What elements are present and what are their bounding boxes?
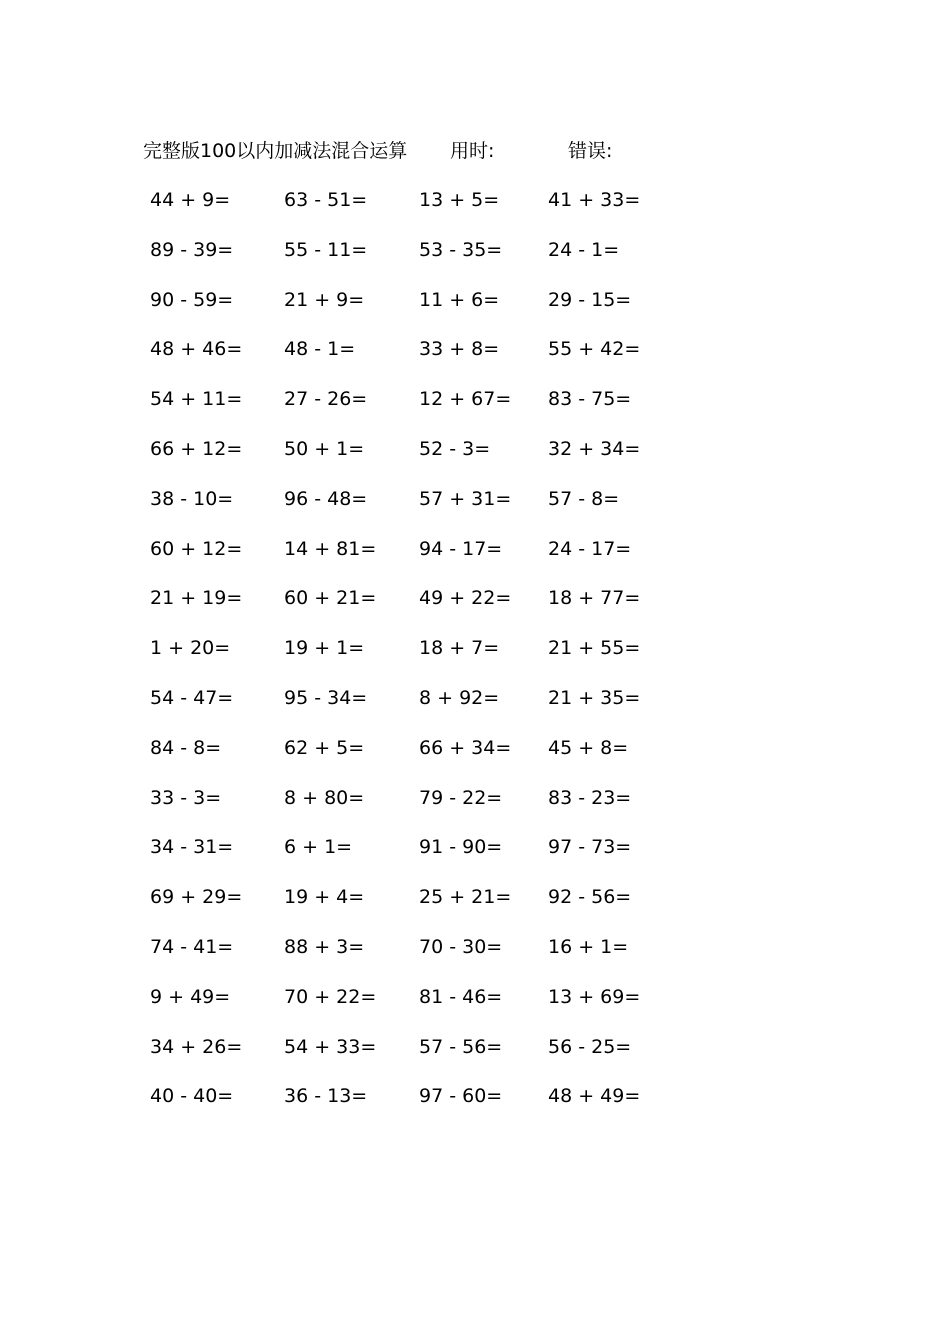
math-problem: 54 - 47=: [150, 686, 234, 709]
math-problem: 95 - 34=: [284, 686, 368, 709]
math-problem: 41 + 33=: [548, 189, 641, 211]
math-problem: 18 + 7=: [419, 637, 500, 660]
math-problem: 33 + 8=: [419, 338, 500, 361]
math-problem: 13 + 5=: [419, 189, 500, 211]
math-problem: 8 + 80=: [284, 786, 365, 809]
math-problem: 21 + 35=: [548, 686, 641, 709]
math-problem: 48 + 49=: [548, 1085, 641, 1108]
math-problem: 53 - 35=: [419, 238, 503, 261]
problem-row: [0, 832, 950, 882]
problem-row: [0, 434, 950, 484]
math-problem: 21 + 19=: [150, 587, 243, 610]
math-problem: 70 - 30=: [419, 935, 503, 958]
math-problem: 12 + 67=: [419, 388, 512, 411]
math-problem: 38 - 10=: [150, 487, 234, 510]
problem-row: [0, 384, 950, 434]
problem-row: [0, 633, 950, 683]
time-label: 用时:: [450, 140, 495, 162]
math-problem: 32 + 34=: [548, 437, 641, 460]
math-problem: 48 - 1=: [284, 338, 356, 361]
math-problem: 88 + 3=: [284, 935, 365, 958]
math-problem: 91 - 90=: [419, 836, 503, 859]
math-problem: 8 + 92=: [419, 686, 500, 709]
math-problem: 19 + 1=: [284, 637, 365, 660]
math-problem: 19 + 4=: [284, 886, 365, 909]
problem-row: [0, 932, 950, 982]
math-problem: 18 + 77=: [548, 587, 641, 610]
math-problem: 57 - 8=: [548, 487, 620, 510]
math-problem: 63 - 51=: [284, 189, 368, 211]
math-problem: 45 + 8=: [548, 736, 629, 759]
math-problem: 13 + 69=: [548, 985, 641, 1008]
problem-row: [0, 1081, 950, 1131]
problem-row: [0, 882, 950, 932]
math-problem: 79 - 22=: [419, 786, 503, 809]
problem-row: [0, 185, 950, 235]
math-problem: 21 + 9=: [284, 288, 365, 311]
math-problem: 36 - 13=: [284, 1085, 368, 1108]
math-problem: 40 - 40=: [150, 1085, 234, 1108]
math-problem: 57 - 56=: [419, 1035, 503, 1058]
problem-row: [0, 683, 950, 733]
problem-row: [0, 1032, 950, 1082]
math-problem: 24 - 1=: [548, 238, 620, 261]
math-problem: 96 - 48=: [284, 487, 368, 510]
math-problem: 29 - 15=: [548, 288, 632, 311]
math-problem: 49 + 22=: [419, 587, 512, 610]
math-problem: 69 + 29=: [150, 886, 243, 909]
math-problem: 50 + 1=: [284, 437, 365, 460]
math-problem: 44 + 9=: [150, 189, 231, 211]
math-problem: 97 - 73=: [548, 836, 632, 859]
math-problem: 54 + 11=: [150, 388, 243, 411]
math-problem: 60 + 12=: [150, 537, 243, 560]
math-problem: 34 + 26=: [150, 1035, 243, 1058]
math-problem: 21 + 55=: [548, 637, 641, 660]
math-problem: 97 - 60=: [419, 1085, 503, 1108]
math-problem: 33 - 3=: [150, 786, 222, 809]
problem-row: [0, 285, 950, 335]
math-problem: 25 + 21=: [419, 886, 512, 909]
worksheet-header: [0, 136, 950, 166]
problem-row: [0, 982, 950, 1032]
math-problem: 1 + 20=: [150, 637, 231, 660]
math-problem: 84 - 8=: [150, 736, 222, 759]
math-problem: 83 - 23=: [548, 786, 632, 809]
math-problem: 94 - 17=: [419, 537, 503, 560]
problem-row: [0, 484, 950, 534]
math-problem: 62 + 5=: [284, 736, 365, 759]
math-problem: 34 - 31=: [150, 836, 234, 859]
math-problem: 70 + 22=: [284, 985, 377, 1008]
math-problem: 24 - 17=: [548, 537, 632, 560]
math-problem: 27 - 26=: [284, 388, 368, 411]
math-problem: 48 + 46=: [150, 338, 243, 361]
problem-row: [0, 733, 950, 783]
math-problem: 11 + 6=: [419, 288, 500, 311]
problem-grid: [0, 185, 950, 1131]
problem-row: [0, 583, 950, 633]
math-problem: 66 + 34=: [419, 736, 512, 759]
math-problem: 90 - 59=: [150, 288, 234, 311]
math-problem: 55 + 42=: [548, 338, 641, 361]
math-problem: 56 - 25=: [548, 1035, 632, 1058]
math-problem: 57 + 31=: [419, 487, 512, 510]
math-problem: 83 - 75=: [548, 388, 632, 411]
error-label: 错误:: [568, 140, 613, 162]
math-problem: 81 - 46=: [419, 985, 503, 1008]
math-problem: 14 + 81=: [284, 537, 377, 560]
math-problem: 92 - 56=: [548, 886, 632, 909]
problem-row: [0, 783, 950, 833]
math-problem: 6 + 1=: [284, 836, 353, 859]
math-problem: 52 - 3=: [419, 437, 491, 460]
math-problem: 74 - 41=: [150, 935, 234, 958]
math-problem: 9 + 49=: [150, 985, 231, 1008]
math-problem: 55 - 11=: [284, 238, 368, 261]
math-problem: 16 + 1=: [548, 935, 629, 958]
math-problem: 89 - 39=: [150, 238, 234, 261]
problem-row: [0, 534, 950, 584]
problem-row: [0, 235, 950, 285]
math-problem: 54 + 33=: [284, 1035, 377, 1058]
problem-row: [0, 334, 950, 384]
math-problem: 60 + 21=: [284, 587, 377, 610]
math-problem: 66 + 12=: [150, 437, 243, 460]
page-title: 完整版100以内加减法混合运算: [143, 140, 408, 162]
